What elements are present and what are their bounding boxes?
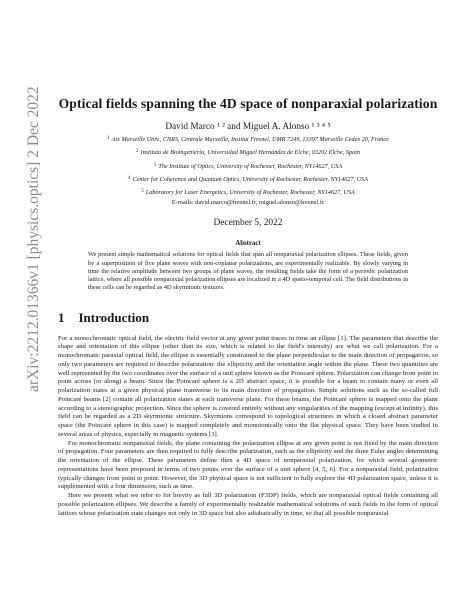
section-heading	[58, 310, 438, 326]
contact-emails: E-mails: david.marco@fresnel.fr, miguel.alonso@fresnel.fr	[171, 199, 325, 207]
affiliation: $^3$ The Institute of Optics, University of Rochester, Rochester, NY14627, USA	[153, 162, 343, 170]
abstract-heading: Abstract	[235, 240, 261, 248]
section-number: 1	[58, 309, 65, 325]
body-paragraph: For monochromatic nonparaxial fields, the plane containing the polarization ellipse at any given point is not fixed by the main direction of propagation. Four parameters are then required to fully describe polarization, such as the ellipticity and the three Euler angles determining the orientation of the ellipse. These parameters define then a 4D space of nonparaxial polarization, for which several geometric representations have been proposed in terms of two points over the surface of a unit sphere [4, 5, 6]. For a nonparaxial field, polarization typically changes from point to point. However, the 3D physical space is not sufficient to fully explore the 4D polarization space, unless it is supplemented with a four dimension, such as time.	[58, 439, 438, 491]
section-body	[58, 335, 438, 519]
affiliation: $^4$ Center for Coherence and Quantum Optics, University of Rochester, Rochester, NY14627, USA	[128, 175, 368, 183]
author-list: David Marco ¹ ² and Miguel A. Alonso ¹ ³ ⁴ ⁵	[165, 122, 331, 132]
affiliation: $^1$ Aix Marseille Univ., CNRS, Centrale Marseille, Institut Fresnel, UMR 7249, 13397 Marseille Cedex 20, France	[107, 136, 389, 143]
paper-title: Optical fields spanning the 4D space of nonparaxial polarization	[58, 96, 438, 111]
affiliation-list	[58, 134, 438, 198]
body-paragraph: For a monochromatic optical field, the electric field vector at any given point traces in time an ellipse [1]. The parameters that describe the shape and orientation of this ellipse (other than its size, which is related to the field's intensity) are what we call polarization. For a monochromatic paraxial optical field, the ellipse is essentially constrained to the plane perpendicular to the main direction of propagation, so only two parameters are required to describe polarization: the ellipticity and the orientation angle within the plane. These two quantities are well represented by the two coordinates over the surface of a unit sphere known as the Poincaré sphere. Polarization can change from point to point across (or along) a beam. Since the Poincaré sphere is a 2D abstract space, it is possible for a beam to contain many or even all polarization states at a given physical plane transverse to its main direction of propagation. Simple solutions such as the so-called full Poincaré beams [2] contain all polarization states at each transverse plane. For these beams, the Poincaré sphere is mapped onto the plane according to a stereographic projection. Since the sphere is covered entirely without any singularities of the mapping (except at infinity), this field can be regarded as a 2D skyrmionic structure. Skyrmions correspond to topological structures in which a closed abstract parameter space (the Poincaré sphere in this case) is mapped completely and monotonically onto the flat physical space. They have been studied in several areas of physics, especially in magnetic systems [3].	[58, 334, 438, 438]
section-title: Introduction	[78, 309, 150, 325]
body-paragraph: Here we present what we refer to for brevity as full 3D polarization (F3DP) fields, which are nonparaxial optical fields containing all possible polarization ellipses. We describe a family of experimentally realizable mathematical solutions of such fields in the form of optical lattices whose polarization state changes not only in 3D space but also adiabatically in time, so that all possible nonparaxial	[58, 492, 438, 517]
publication-date: December 5, 2022	[213, 218, 283, 229]
paper-page	[58, 96, 438, 518]
affiliation: $^5$ Laboratory for Laser Energetics, University of Rochester, Rochester, NY14627, USA	[141, 189, 355, 197]
affiliation: $^2$ Instituto de Bioingeniería, Universidad Miguel Hernández de Elche, 03202 Elche, Spain	[136, 149, 360, 157]
arxiv-identifier: arXiv:2212.01366v1 [physics.optics] 2 Dec 2022	[25, 86, 42, 392]
abstract-text: We present simple mathematical solutions for optical fields that span all nonparaxial polarization ellipses. These fields, given by a superposition of five plane waves with non-coplanar polarizations, are experimentally realizable. By slowly varying in time the relative amplitude between two groups of plane waves, the resulting fields take the form of a periodic polarization lattice, where all possible nonparaxial polarization ellipses are localized in a 4D spatio-temporal cell. The field distributions in these cells can be regarded as 4D skyrmionic textures.	[88, 251, 408, 292]
